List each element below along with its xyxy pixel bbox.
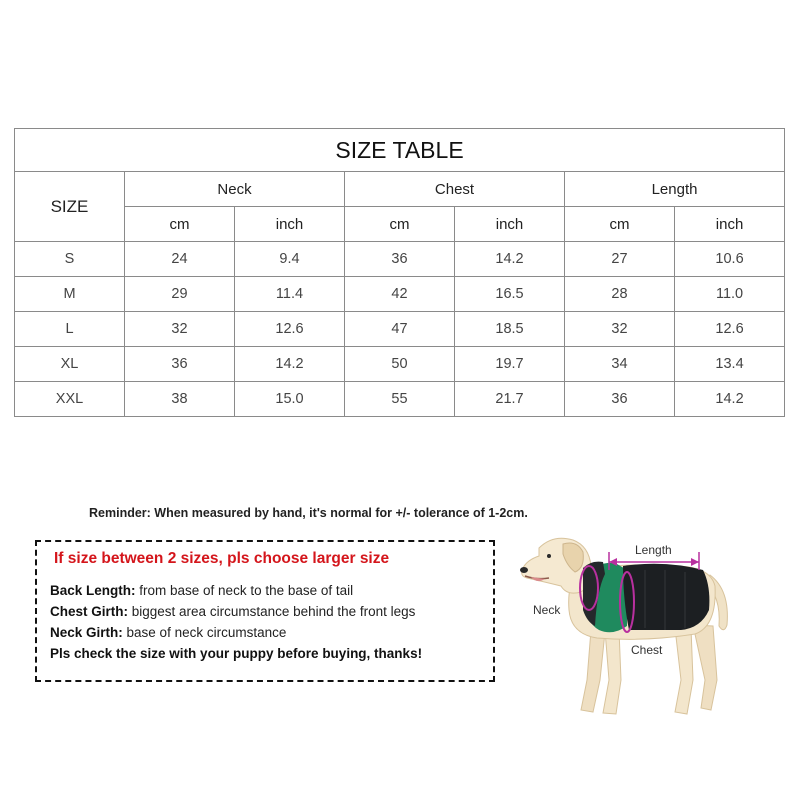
- table-cell: 38: [125, 382, 235, 417]
- table-cell: 36: [125, 347, 235, 382]
- size-cell: XXL: [15, 382, 125, 417]
- table-cell: 18.5: [455, 312, 565, 347]
- unit-header: inch: [235, 207, 345, 242]
- table-cell: 34: [565, 347, 675, 382]
- neck-girth-text: base of neck circumstance: [122, 625, 287, 640]
- table-cell: 19.7: [455, 347, 565, 382]
- table-cell: 32: [565, 312, 675, 347]
- table-cell: 10.6: [675, 242, 785, 277]
- table-cell: 12.6: [675, 312, 785, 347]
- table-cell: 21.7: [455, 382, 565, 417]
- size-cell: S: [15, 242, 125, 277]
- dog-jacket: [583, 562, 709, 633]
- table-row: [15, 382, 785, 417]
- table-cell: 12.6: [235, 312, 345, 347]
- length-label: Length: [635, 543, 672, 557]
- chest-girth-label: Chest Girth:: [50, 604, 129, 619]
- table-title: SIZE TABLE: [15, 129, 785, 172]
- unit-header: inch: [675, 207, 785, 242]
- table-cell: 36: [345, 242, 455, 277]
- size-cell: XL: [15, 347, 125, 382]
- table-row: [15, 347, 785, 382]
- table-cell: 15.0: [235, 382, 345, 417]
- tolerance-reminder: Reminder: When measured by hand, it's normal for +/- tolerance of 1-2cm.: [89, 506, 528, 520]
- table-cell: 11.0: [675, 277, 785, 312]
- neck-label: Neck: [533, 603, 561, 617]
- unit-header: cm: [125, 207, 235, 242]
- table-cell: 16.5: [455, 277, 565, 312]
- table-cell: 50: [345, 347, 455, 382]
- table-cell: 24: [125, 242, 235, 277]
- unit-header: cm: [345, 207, 455, 242]
- group-header-chest: Chest: [345, 172, 565, 207]
- table-cell: 47: [345, 312, 455, 347]
- table-cell: 29: [125, 277, 235, 312]
- group-header-neck: Neck: [125, 172, 345, 207]
- chest-label: Chest: [631, 643, 663, 657]
- size-note-box: [35, 540, 495, 682]
- group-header-length: Length: [565, 172, 785, 207]
- choose-larger-size-note: If size between 2 sizes, pls choose larger size: [54, 550, 390, 567]
- table-cell: 14.2: [675, 382, 785, 417]
- table-cell: 11.4: [235, 277, 345, 312]
- back-length-definition: [50, 583, 353, 598]
- size-table: [14, 128, 785, 417]
- back-length-text: from base of neck to the base of tail: [135, 583, 354, 598]
- unit-header: inch: [455, 207, 565, 242]
- unit-header: cm: [565, 207, 675, 242]
- table-cell: 36: [565, 382, 675, 417]
- chest-girth-definition: [50, 604, 415, 619]
- table-cell: 14.2: [235, 347, 345, 382]
- chest-girth-text: biggest area circumstance behind the front legs: [128, 604, 416, 619]
- neck-girth-label: Neck Girth:: [50, 625, 123, 640]
- table-cell: 27: [565, 242, 675, 277]
- table-row: [15, 277, 785, 312]
- size-cell: L: [15, 312, 125, 347]
- table-cell: 28: [565, 277, 675, 312]
- dog-measurement-illustration: [505, 530, 765, 730]
- table-cell: 9.4: [235, 242, 345, 277]
- table-cell: 14.2: [455, 242, 565, 277]
- check-size-note: Pls check the size with your puppy before buying, thanks!: [50, 646, 423, 661]
- table-cell: 13.4: [675, 347, 785, 382]
- size-column-header: SIZE: [15, 172, 125, 242]
- table-cell: 42: [345, 277, 455, 312]
- back-length-label: Back Length:: [50, 583, 136, 598]
- table-cell: 32: [125, 312, 235, 347]
- neck-girth-definition: [50, 625, 286, 640]
- table-cell: 55: [345, 382, 455, 417]
- table-row: [15, 242, 785, 277]
- size-cell: M: [15, 277, 125, 312]
- table-row: [15, 312, 785, 347]
